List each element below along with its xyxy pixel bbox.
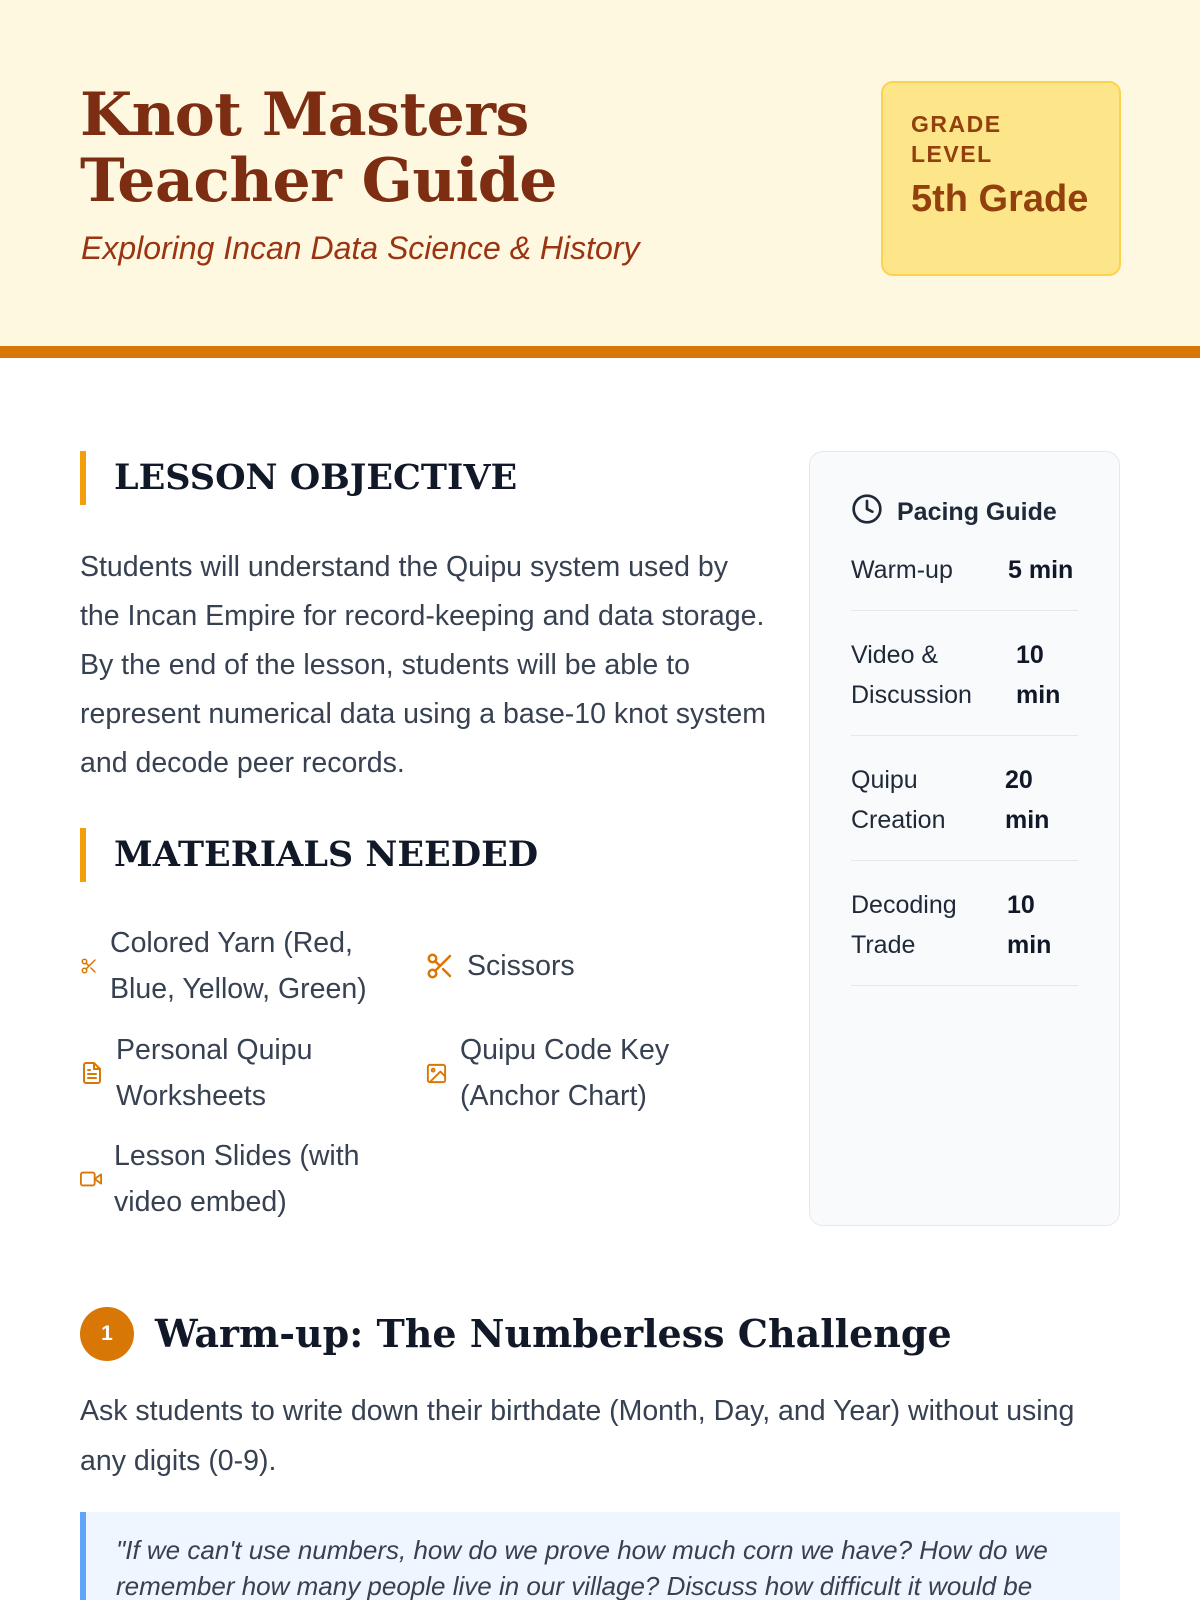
step-instructions: Ask students to write down their birthdate (Month, Day, and Year) without using any digits (0-9). [80, 1395, 1075, 1477]
pacing-guide-card [809, 451, 1120, 1226]
pacing-guide-title: Pacing Guide [897, 497, 1057, 526]
material-item [80, 920, 400, 1012]
pacing-row [851, 881, 1078, 986]
material-label: Quipu Code Key (Anchor Chart) [460, 1034, 670, 1112]
page-subtitle: Exploring Incan Data Science & History [81, 230, 640, 266]
discussion-quote: "If we can't use numbers, how do we prove how much corn we have? How do we remember how many people live in our village? Discuss how difficult it would be [80, 1512, 1120, 1600]
pacing-time: 5 min [1008, 556, 1074, 584]
pacing-time: 10 min [1016, 641, 1061, 709]
pacing-activity: Quipu Creation [851, 766, 946, 834]
lesson-objective-heading: LESSON OBJECTIVE [80, 451, 517, 505]
pacing-row [851, 546, 1078, 611]
document-icon [80, 1061, 104, 1085]
scissors-icon [80, 957, 98, 975]
pacing-activity: Warm-up [851, 556, 953, 584]
pacing-activity: Decoding Trade [851, 891, 957, 959]
material-label: Personal Quipu Worksheets [116, 1034, 313, 1112]
lesson-objective-text: Students will understand the Quipu system used by the Incan Empire for record-keeping and data storage. By the end of the lesson, students will be able to represent numerical data using a base-10 knot system and decode peer records. [80, 551, 766, 779]
material-label: Colored Yarn (Red, Blue, Yellow, Green) [110, 927, 367, 1005]
clock-icon [851, 493, 897, 532]
pacing-time: 10 min [1007, 891, 1052, 959]
image-icon [425, 1062, 448, 1085]
pacing-row [851, 631, 1078, 736]
grade-level-value: 5th Grade [911, 178, 1089, 220]
step-title: Warm-up: The Numberless Challenge [155, 1311, 952, 1356]
page-title: Knot Masters Teacher Guide [80, 80, 557, 216]
scissors-icon [425, 951, 455, 981]
page-header [0, 0, 1200, 358]
pacing-row [851, 756, 1078, 861]
pacing-activity: Video & Discussion [851, 641, 972, 709]
material-item [425, 943, 755, 989]
material-item [425, 1027, 755, 1119]
material-label: Lesson Slides (with video embed) [114, 1140, 360, 1218]
pacing-time: 20 min [1005, 766, 1050, 834]
material-item [80, 1027, 400, 1119]
grade-level-badge [881, 81, 1121, 276]
material-label: Scissors [467, 950, 575, 982]
grade-level-label: GRADE LEVEL [911, 111, 1002, 167]
video-icon [80, 1168, 102, 1190]
pacing-guide-header [851, 492, 1078, 532]
step-number-badge: 1 [80, 1307, 134, 1361]
material-item [80, 1133, 400, 1225]
materials-heading: MATERIALS NEEDED [80, 828, 538, 882]
